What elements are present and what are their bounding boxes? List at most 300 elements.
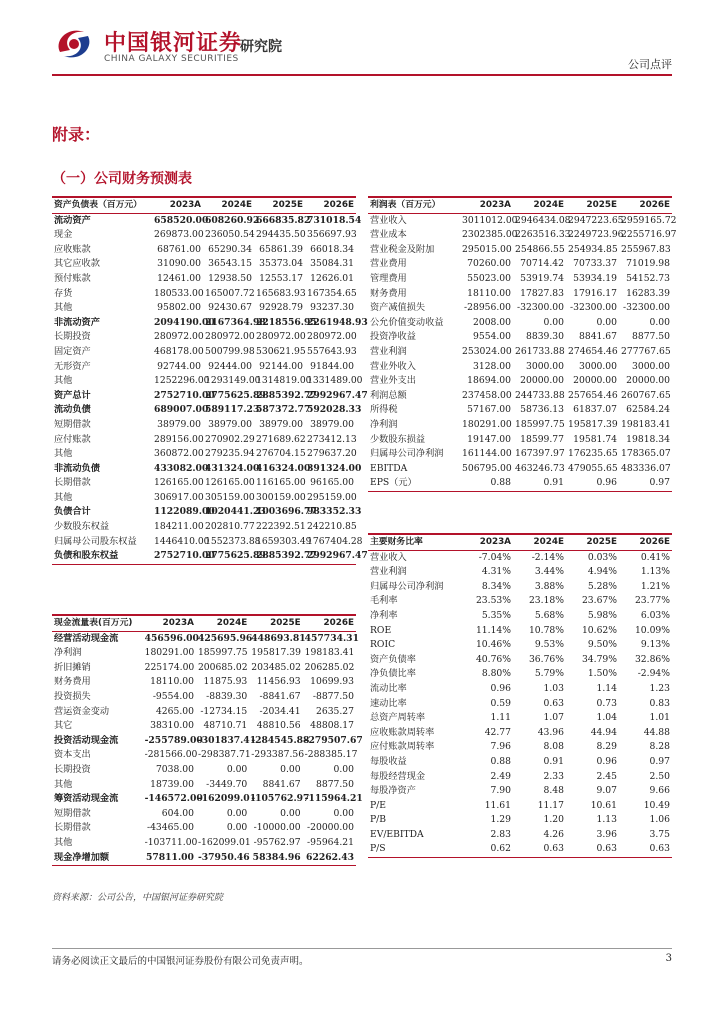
value-cell: 0.91 <box>543 755 564 767</box>
table-header-row <box>52 197 356 213</box>
row-label: 资产负债率 <box>370 653 416 665</box>
table-row <box>368 476 672 491</box>
value-cell: 38979.00 <box>208 418 252 430</box>
value-cell: 2775625.89 <box>203 549 254 564</box>
value-cell: -28956.00 <box>464 302 511 314</box>
value-cell: 206285.02 <box>304 661 355 673</box>
value-cell: 2752710.00 <box>152 549 203 564</box>
page-number: 3 <box>665 953 672 964</box>
table-row <box>368 638 672 653</box>
value-cell: 165683.93 <box>256 287 306 299</box>
value-cell: 456596.00 <box>144 632 199 644</box>
value-cell: 2.45 <box>596 770 617 782</box>
value-cell: 666835.82 <box>256 214 311 226</box>
value-cell: 11.61 <box>484 799 511 811</box>
value-cell: 38979.00 <box>310 418 354 430</box>
table-row <box>52 821 356 836</box>
value-cell: 2635.27 <box>316 705 354 717</box>
value-cell: 0.63 <box>619 842 672 857</box>
table-row <box>368 389 672 404</box>
value-cell: 0.00 <box>226 822 248 834</box>
value-cell: 274654.46 <box>568 345 618 357</box>
value-cell: 35084.31 <box>310 258 354 270</box>
value-cell: 1.29 <box>490 814 511 826</box>
year-header-cell: 2026E <box>619 197 672 213</box>
value-cell: 4265.00 <box>155 705 194 717</box>
value-cell: 3000.00 <box>579 360 617 372</box>
value-cell: 7.96 <box>490 741 511 753</box>
table-row <box>368 740 672 755</box>
table-row <box>368 667 672 682</box>
value-cell: 10699.93 <box>310 676 354 688</box>
value-cell: 65290.34 <box>208 243 252 255</box>
value-cell: 500799.98 <box>205 345 255 357</box>
value-cell: 8.28 <box>649 741 670 753</box>
value-cell: 260767.65 <box>621 389 671 401</box>
value-cell: 18599.77 <box>520 433 564 445</box>
table-row <box>52 301 356 316</box>
table-row <box>368 784 672 799</box>
table-row <box>52 535 356 550</box>
row-label: 速动比率 <box>370 697 407 709</box>
table-header-row <box>368 534 672 550</box>
table-row <box>368 447 672 462</box>
table-row <box>52 257 356 272</box>
value-cell: 731018.54 <box>307 214 362 226</box>
value-cell: 5.79% <box>534 668 564 680</box>
value-cell: 7038.00 <box>155 763 194 775</box>
value-cell: 65861.39 <box>259 243 303 255</box>
year-header-cell: 2025E <box>254 197 305 213</box>
table-title-cell: 资产负债表（百万元） <box>52 197 152 213</box>
value-cell: 463246.73 <box>515 462 565 474</box>
table-row <box>52 675 356 690</box>
row-label: 其它应收款 <box>54 258 100 270</box>
value-cell: 254866.55 <box>515 243 565 255</box>
value-cell: -284545.88 <box>251 734 310 746</box>
value-cell: 2947223.65 <box>568 214 624 226</box>
value-cell: 0.00 <box>333 807 354 819</box>
value-cell: 195817.39 <box>568 418 618 430</box>
value-cell: 195817.39 <box>251 647 301 659</box>
row-label: 营运资金变动 <box>54 705 110 717</box>
value-cell: 1331489.00 <box>307 375 363 387</box>
value-cell: -8877.50 <box>312 690 354 702</box>
value-cell: 18694.00 <box>467 375 511 387</box>
value-cell: 1.06 <box>649 814 670 826</box>
value-cell: 0.00 <box>226 807 248 819</box>
value-cell: 10.61 <box>590 799 617 811</box>
table-row <box>52 631 356 646</box>
value-cell: -9554.00 <box>152 690 194 702</box>
table-row <box>52 418 356 433</box>
value-cell: 92928.79 <box>259 302 303 314</box>
value-cell: 1252296.00 <box>154 375 210 387</box>
value-cell: 18739.00 <box>150 778 194 790</box>
row-label: 管理费用 <box>370 272 407 284</box>
row-label: 长期投资 <box>54 331 91 343</box>
value-cell: 8839.30 <box>526 331 564 343</box>
table-row <box>368 462 672 477</box>
value-cell: 1293149.00 <box>205 375 261 387</box>
value-cell: 178365.07 <box>621 448 671 460</box>
row-label: 固定资产 <box>54 345 91 357</box>
institute-label: 研究院 <box>240 39 282 55</box>
row-label: 投资净收益 <box>370 331 416 343</box>
value-cell: 2775625.89 <box>205 389 266 401</box>
value-cell: 1.07 <box>543 712 564 724</box>
header-divider <box>52 74 672 76</box>
table-row <box>368 213 672 228</box>
value-cell: 277767.65 <box>621 345 671 357</box>
value-cell: 126165.00 <box>205 477 255 489</box>
value-cell: 8877.50 <box>632 331 670 343</box>
row-label: 归属母公司股东权益 <box>54 535 137 547</box>
value-cell: 1.13% <box>640 566 670 578</box>
value-cell: 8841.67 <box>579 331 617 343</box>
value-cell: 2.50 <box>649 770 670 782</box>
value-cell: 19147.00 <box>467 433 511 445</box>
value-cell: 1.20 <box>543 814 564 826</box>
table-row <box>368 842 672 857</box>
value-cell: 68761.00 <box>157 243 201 255</box>
table-row <box>368 228 672 243</box>
value-cell: 10.09% <box>634 624 670 636</box>
value-cell: 279235.94 <box>205 448 255 460</box>
value-cell: 9.66 <box>649 785 670 797</box>
value-cell: 35373.04 <box>259 258 303 270</box>
row-label: P/S <box>368 842 460 857</box>
value-cell: 0.88 <box>490 755 511 767</box>
value-cell: 23.77% <box>634 595 670 607</box>
value-cell: 96165.00 <box>310 477 354 489</box>
value-cell: 5.98% <box>587 609 617 621</box>
value-cell: 92430.67 <box>208 302 252 314</box>
value-cell: 1003696.77 <box>256 506 317 518</box>
row-label: 营业税金及附加 <box>370 243 435 255</box>
value-cell: 165007.72 <box>205 287 255 299</box>
row-label: ROIC <box>370 639 396 651</box>
row-label: 净利润 <box>370 418 398 430</box>
value-cell: 237458.00 <box>462 389 512 401</box>
value-cell: 3128.00 <box>473 360 511 372</box>
row-label: 预付账款 <box>54 272 91 284</box>
value-cell: 31090.00 <box>157 258 201 270</box>
value-cell: 2946434.08 <box>515 214 571 226</box>
value-cell: 1.11 <box>490 712 511 724</box>
value-cell: 8.80% <box>481 668 511 680</box>
value-cell: 167397.97 <box>515 448 565 460</box>
row-label: 资本支出 <box>54 749 91 761</box>
table-row <box>368 770 672 785</box>
value-cell: 5.28% <box>587 580 617 592</box>
row-label: 流动比率 <box>370 682 407 694</box>
value-cell: 431324.00 <box>205 462 260 474</box>
value-cell: 9554.00 <box>473 331 511 343</box>
row-label: P/B <box>370 814 387 826</box>
table-row <box>368 828 672 843</box>
value-cell: 2094190.00 <box>154 316 215 328</box>
table-row <box>52 389 356 404</box>
value-cell: 200685.02 <box>197 661 248 673</box>
row-label: 流动资产 <box>54 214 91 226</box>
row-label: 应付账款周转率 <box>370 741 435 753</box>
value-cell: 11875.93 <box>203 676 248 688</box>
row-label: 应收账款周转率 <box>370 726 435 738</box>
table-row <box>368 433 672 448</box>
table-row <box>368 403 672 418</box>
value-cell: 1.01 <box>649 712 670 724</box>
year-header-cell: 2023A <box>143 615 196 631</box>
report-type-label: 公司点评 <box>628 58 672 71</box>
value-cell: 23.53% <box>475 595 511 607</box>
year-header-cell: 2025E <box>249 615 302 631</box>
table-row <box>52 505 356 520</box>
value-cell: 92744.00 <box>157 360 201 372</box>
row-label: 长期借款 <box>54 477 91 489</box>
value-cell: 53934.19 <box>573 272 617 284</box>
value-cell: 3.96 <box>596 828 617 840</box>
table-row <box>52 690 356 705</box>
value-cell: 23.18% <box>528 595 564 607</box>
row-label: 长期借款 <box>54 822 91 834</box>
row-label: 营业收入 <box>370 551 407 563</box>
value-cell: 2992967.47 <box>305 549 356 564</box>
value-cell: -32300.00 <box>570 302 617 314</box>
table-row <box>368 330 672 345</box>
value-cell: 8.29 <box>596 741 617 753</box>
value-cell: 92444.00 <box>208 360 252 372</box>
value-cell: 2.83 <box>490 828 511 840</box>
value-cell: 0.63 <box>566 842 619 857</box>
value-cell: 253024.00 <box>462 345 512 357</box>
value-cell: 2261948.93 <box>307 316 368 328</box>
table-row <box>368 594 672 609</box>
value-cell: 416324.00 <box>256 462 311 474</box>
value-cell: -32300.00 <box>623 302 670 314</box>
value-cell: 280972.00 <box>256 331 306 343</box>
value-cell: -288385.17 <box>304 749 358 761</box>
row-label: 流动负债 <box>54 404 91 416</box>
brand-name-cn: 中国银河证券 <box>104 31 243 56</box>
value-cell: -20000.00 <box>307 822 354 834</box>
value-cell: 61837.07 <box>573 404 617 416</box>
value-cell: 1659303.49 <box>256 535 312 547</box>
value-cell: 3.75 <box>649 828 670 840</box>
table-row <box>52 705 356 720</box>
value-cell: -10000.00 <box>253 822 301 834</box>
value-cell: 457734.31 <box>304 632 359 644</box>
value-cell: -12734.15 <box>200 705 248 717</box>
year-header-cell: 2024E <box>196 615 249 631</box>
table-row <box>368 418 672 433</box>
value-cell: 608260.92 <box>205 214 260 226</box>
value-cell: 11.17 <box>537 799 564 811</box>
value-cell: 0.97 <box>619 476 672 491</box>
value-cell: 95802.00 <box>157 302 201 314</box>
value-cell: -281566.00 <box>144 749 198 761</box>
row-label: 营业外支出 <box>370 375 416 387</box>
table-row <box>52 476 356 491</box>
value-cell: 280972.00 <box>205 331 255 343</box>
value-cell: 10.78% <box>528 624 564 636</box>
value-cell: 18110.00 <box>150 676 194 688</box>
value-cell: 0.00 <box>280 763 301 775</box>
table-row <box>368 580 672 595</box>
row-label: 营业费用 <box>370 258 407 270</box>
value-cell: 17916.17 <box>573 287 617 299</box>
value-cell: 2.33 <box>543 770 564 782</box>
year-header-cell: 2024E <box>513 534 566 550</box>
value-cell: 2218556.95 <box>256 316 317 328</box>
value-cell: 360872.00 <box>154 448 204 460</box>
value-cell: 254934.85 <box>568 243 618 255</box>
value-cell: 1.03 <box>543 682 564 694</box>
value-cell: 0.83 <box>649 697 670 709</box>
year-header-cell: 2023A <box>460 534 513 550</box>
page-header <box>0 0 724 80</box>
financial-ratios-table <box>368 533 672 858</box>
value-cell: 38979.00 <box>259 418 303 430</box>
table-row <box>368 374 672 389</box>
value-cell: 2885392.77 <box>254 549 305 564</box>
value-cell: 180533.00 <box>154 287 204 299</box>
value-cell: 66018.34 <box>310 243 354 255</box>
table-row <box>52 433 356 448</box>
table-row <box>52 851 356 866</box>
value-cell: 3.44% <box>534 566 564 578</box>
value-cell: 180291.00 <box>144 647 195 659</box>
table-row <box>368 360 672 375</box>
value-cell: 16283.39 <box>626 287 670 299</box>
value-cell: 0.00 <box>543 316 564 328</box>
row-label: 现金 <box>54 229 73 241</box>
value-cell: 126165.00 <box>154 477 204 489</box>
value-cell: 62584.24 <box>626 404 670 416</box>
row-label: P/E <box>370 799 386 811</box>
value-cell: 587372.77 <box>256 404 311 416</box>
value-cell: 92144.00 <box>259 360 303 372</box>
value-cell: -7.04% <box>478 551 511 563</box>
value-cell: 2302385.00 <box>462 229 518 241</box>
year-header-cell: 2024E <box>203 197 254 213</box>
footer-divider <box>52 948 672 949</box>
value-cell: 1.50% <box>587 668 617 680</box>
value-cell: 6.03% <box>640 609 670 621</box>
value-cell: 0.59 <box>490 697 511 709</box>
value-cell: 0.73 <box>596 697 617 709</box>
row-label: 每股净资产 <box>370 785 416 797</box>
value-cell: 1.14 <box>596 682 617 694</box>
value-cell: 1.21% <box>640 580 670 592</box>
value-cell: 271689.62 <box>256 433 306 445</box>
value-cell: -162099.01 <box>197 836 251 848</box>
value-cell: 0.00 <box>333 763 354 775</box>
value-cell: 0.41% <box>640 551 670 563</box>
value-cell: 12461.00 <box>157 272 201 284</box>
row-label: 少数股东权益 <box>54 521 110 533</box>
value-cell: 93237.30 <box>310 302 354 314</box>
value-cell: -279507.67 <box>304 734 363 746</box>
value-cell: 1552373.88 <box>205 535 261 547</box>
value-cell: 70260.00 <box>467 258 511 270</box>
value-cell: 276704.15 <box>256 448 306 460</box>
value-cell: -115964.21 <box>304 793 363 805</box>
value-cell: 38310.00 <box>150 720 194 732</box>
table-title-cell: 现金流量表(百万元) <box>52 615 143 631</box>
value-cell: 70714.42 <box>520 258 564 270</box>
table-row <box>52 360 356 375</box>
row-label: ROE <box>370 624 392 636</box>
table-row <box>52 287 356 302</box>
value-cell: 2.49 <box>490 770 511 782</box>
value-cell: 36.76% <box>528 653 564 665</box>
value-cell: 306917.00 <box>154 491 204 503</box>
value-cell: 58384.96 <box>249 851 302 866</box>
value-cell: 17827.83 <box>520 287 564 299</box>
value-cell: -8839.30 <box>206 690 248 702</box>
table-row <box>52 374 356 389</box>
value-cell: 1020441.23 <box>205 506 266 518</box>
value-cell: 225174.00 <box>144 661 195 673</box>
value-cell: 269873.00 <box>154 229 204 241</box>
data-source-note: 资料来源：公司公告，中国银河证券研究院 <box>52 893 224 903</box>
value-cell: 42.77 <box>484 726 511 738</box>
row-label: 其他 <box>54 302 73 314</box>
row-label: 应收账款 <box>54 243 91 255</box>
value-cell: 3011012.00 <box>462 214 518 226</box>
value-cell: 48808.17 <box>310 720 354 732</box>
value-cell: 604.00 <box>161 807 194 819</box>
value-cell: 236050.54 <box>205 229 255 241</box>
row-label: 其它 <box>54 720 73 732</box>
value-cell: 20000.00 <box>573 375 617 387</box>
value-cell: -255789.00 <box>144 734 203 746</box>
value-cell: 91844.00 <box>310 360 354 372</box>
value-cell: 0.00 <box>226 763 248 775</box>
value-cell: 557643.93 <box>307 345 357 357</box>
value-cell: -301837.41 <box>197 734 257 746</box>
value-cell: 589117.23 <box>205 404 260 416</box>
section-title: （一）公司财务预测表 <box>52 171 192 187</box>
value-cell: 0.00 <box>649 316 670 328</box>
appendix-title: 附录： <box>52 125 101 144</box>
table-row <box>52 734 356 749</box>
disclaimer-link[interactable]: 请务必阅读正文最后的中国银河证券股份有限公司免责声明。 <box>52 956 309 967</box>
row-label: 其他 <box>54 491 73 503</box>
value-cell: 167354.65 <box>307 287 357 299</box>
table-row <box>52 243 356 258</box>
value-cell: 58736.13 <box>520 404 564 416</box>
value-cell: 1.04 <box>596 712 617 724</box>
row-label: 每股经营现金 <box>370 770 426 782</box>
row-label: 短期借款 <box>54 418 91 430</box>
row-label: 其他 <box>54 778 73 790</box>
value-cell: 2992967.47 <box>307 389 368 401</box>
table-row <box>368 316 672 331</box>
value-cell: 7.90 <box>490 785 511 797</box>
table-row <box>368 243 672 258</box>
row-label: 存货 <box>54 287 73 299</box>
value-cell: -95964.21 <box>307 836 354 848</box>
table-row <box>52 748 356 763</box>
value-cell: 391324.00 <box>307 462 362 474</box>
row-label: 筹资活动现金流 <box>54 793 119 805</box>
row-label: 负债合计 <box>54 506 91 518</box>
value-cell: 19581.74 <box>573 433 617 445</box>
table-row <box>52 661 356 676</box>
row-label: EPS（元） <box>368 476 460 491</box>
